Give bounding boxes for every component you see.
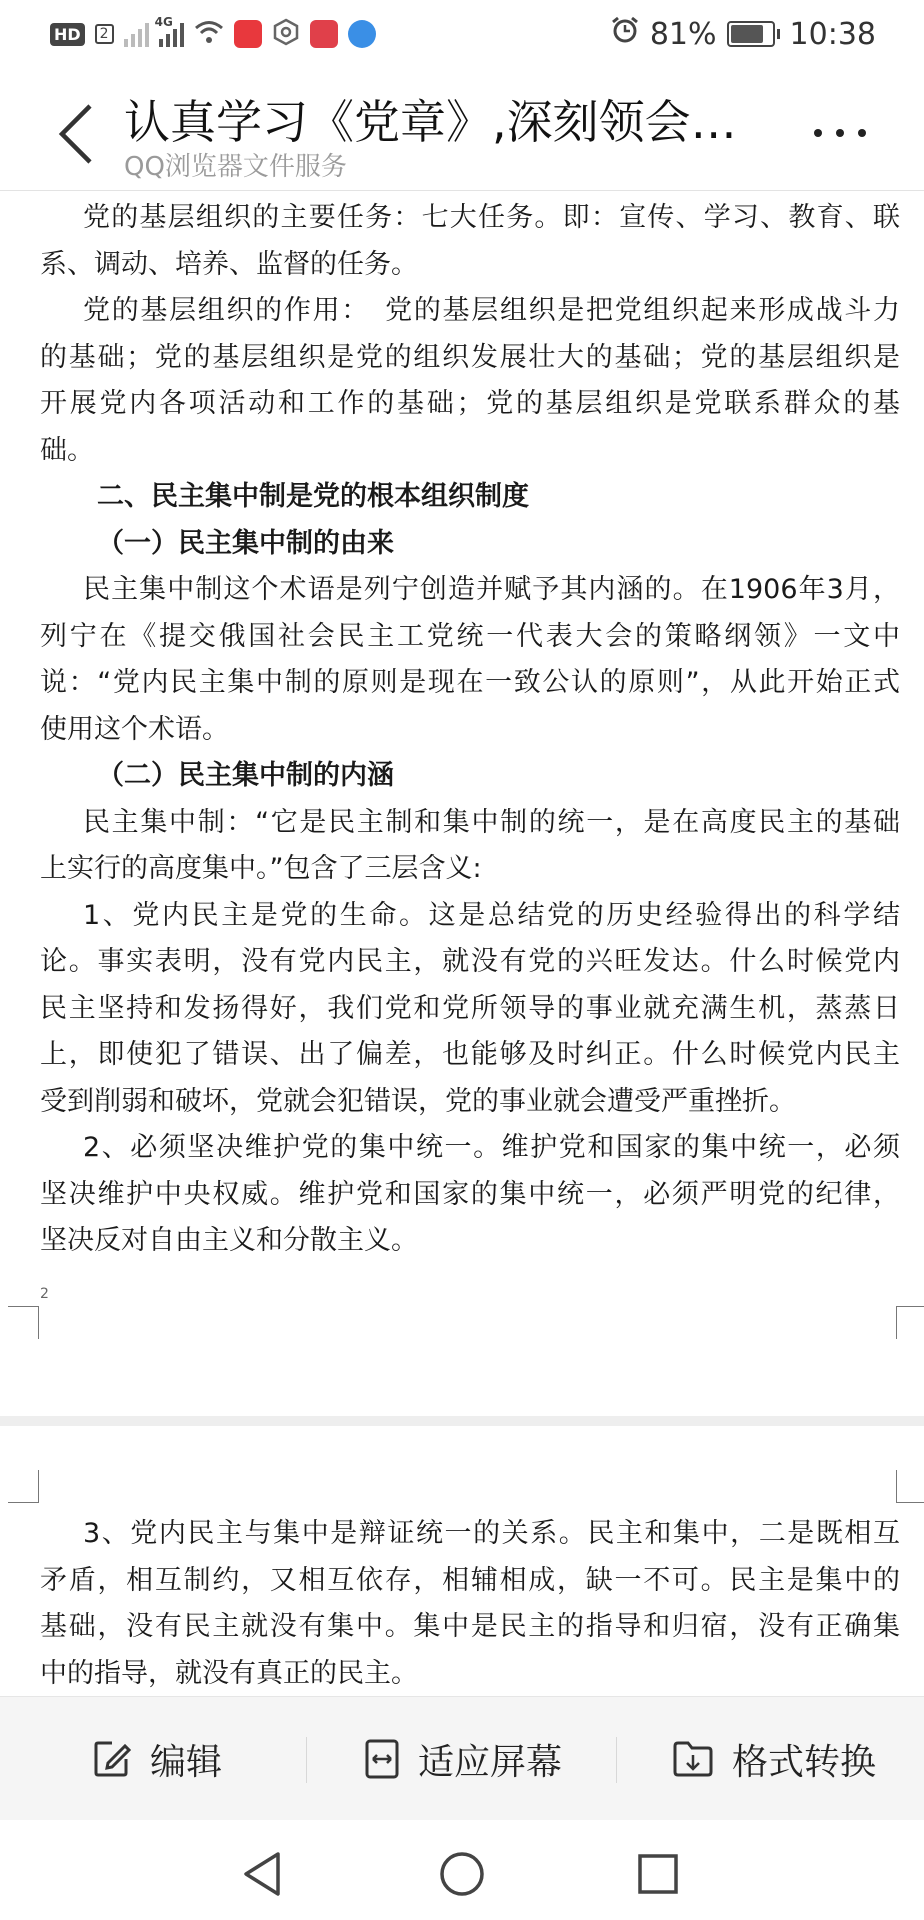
nav-recents-button[interactable] [636, 1850, 680, 1902]
crop-mark [8, 1306, 39, 1339]
paragraph-line: 使用这个术语。 [40, 713, 229, 745]
paragraph-line: 列宁在《提交俄国社会民主工党统一代表大会的策略纲领》一文中 [40, 620, 900, 652]
document-viewer[interactable] [0, 191, 924, 1696]
app-header [0, 70, 924, 191]
huawei-app-icon [234, 20, 262, 48]
paragraph-line: 础。 [40, 434, 94, 466]
paragraph-line: 民主集中制：“它是民主制和集中制的统一，是在高度民主的基础 [83, 806, 900, 838]
fit-screen-label: 适应屏幕 [418, 1741, 563, 1783]
alarm-icon [610, 15, 640, 53]
battery-percent: 81% [649, 16, 717, 52]
fit-screen-icon [364, 1738, 400, 1780]
nav-back-button[interactable] [240, 1850, 284, 1902]
format-convert-label: 格式转换 [732, 1741, 877, 1783]
section-heading: （一）民主集中制的由来 [97, 527, 394, 559]
paragraph-line: 上，即使犯了错误、出了偏差，也能够及时纠正。什么时候党内民主 [40, 1039, 900, 1070]
sim-indicator: 2 [95, 24, 114, 44]
paragraph-line: 3、党内民主与集中是辩证统一的关系。民主和集中，二是既相互 [83, 1518, 900, 1549]
home-circle-icon [438, 1850, 486, 1898]
no-signal-icon [124, 21, 149, 47]
section-heading: 二、民主集中制是党的根本组织制度 [97, 481, 529, 512]
toolbar-divider [306, 1737, 307, 1783]
paragraph-line: 党的基层组织的作用： 党的基层组织是把党组织起来形成战斗力 [83, 295, 900, 326]
system-navigation-bar [0, 1820, 924, 1920]
document-page [0, 191, 924, 1416]
hd-icon: HD [50, 23, 85, 46]
status-bar [0, 0, 924, 70]
back-button[interactable] [48, 98, 108, 168]
recents-square-icon [636, 1850, 680, 1898]
document-page [0, 1426, 924, 1696]
document-source: QQ浏览器文件服务 [124, 152, 347, 182]
nav-home-button[interactable] [438, 1850, 486, 1902]
paragraph-line: 论。事实表明，没有党内民主，就没有党的兴旺发达。什么时候党内 [40, 946, 900, 977]
page-text [40, 195, 900, 1265]
paragraph-line: 中的指导，就没有真正的民主。 [40, 1657, 418, 1689]
paragraph-line: 民主集中制这个术语是列宁创造并赋予其内涵的。在1906年3月， [83, 574, 900, 605]
paragraph-line: 说：“党内民主集中制的原则是现在一致公认的原则”，从此开始正式 [40, 667, 900, 698]
wifi-icon [194, 19, 224, 49]
page-separator [0, 1416, 924, 1426]
more-options-button[interactable] [814, 118, 884, 148]
crop-mark [896, 1470, 924, 1503]
battery-icon [727, 21, 780, 47]
folder-download-icon [672, 1740, 714, 1778]
paragraph-line: 系、调动、培养、监督的任务。 [40, 248, 418, 280]
battery-fill [731, 25, 764, 43]
page-number: 2 [40, 1286, 49, 1302]
paragraph-line: 开展党内各项活动和工作的基础；党的基层组织是党联系群众的基 [40, 388, 900, 419]
toolbar-divider [616, 1737, 617, 1783]
status-left-icons [50, 14, 376, 54]
paragraph-line: 党的基层组织的主要任务：七大任务。即：宣传、学习、教育、联 [83, 202, 900, 233]
signal-4g-icon [154, 15, 184, 47]
edit-button[interactable] [92, 1697, 222, 1821]
status-right-icons [610, 14, 876, 54]
signal-4g-label: 4G [154, 15, 173, 29]
paragraph-line: 的基础；党的基层组织是党的组织发展壮大的基础；党的基层组织是 [40, 341, 900, 373]
format-convert-button[interactable] [672, 1697, 876, 1821]
crop-mark [896, 1306, 924, 1339]
bottom-toolbar [0, 1696, 924, 1821]
paragraph-line: 2、必须坚决维护党的集中统一。维护党和国家的集中统一，必须 [83, 1132, 900, 1163]
paragraph-line: 坚决反对自由主义和分散主义。 [40, 1225, 418, 1256]
edit-icon [92, 1739, 132, 1779]
clock-time: 10:38 [789, 16, 876, 52]
back-arrow-icon [48, 98, 108, 168]
more-dot-icon [836, 129, 844, 137]
more-dot-icon [814, 129, 822, 137]
edit-label: 编辑 [150, 1741, 223, 1783]
crop-mark [8, 1470, 39, 1503]
paragraph-line: 受到削弱和破坏，党就会犯错误，党的事业就会遭受严重挫折。 [40, 1085, 796, 1117]
paragraph-line: 民主坚持和发扬得好，我们党和党所领导的事业就充满生机，蒸蒸日 [40, 992, 900, 1024]
paragraph-line: 坚决维护中央权威。维护党和国家的集中统一，必须严明党的纪律， [40, 1178, 900, 1210]
paragraph-line: 上实行的高度集中。”包含了三层含义: [40, 853, 482, 884]
page-text [40, 1511, 900, 1696]
paragraph-line: 基础，没有民主就没有集中。集中是民主的指导和归宿，没有正确集 [40, 1611, 900, 1642]
settings-app-icon [272, 18, 300, 50]
browser-app-icon [348, 20, 376, 48]
document-title: 认真学习《党章》,深刻领会… [124, 95, 737, 149]
back-triangle-icon [240, 1850, 284, 1898]
book-app-icon [310, 20, 338, 48]
more-dot-icon [858, 129, 866, 137]
section-heading: （二）民主集中制的内涵 [97, 760, 394, 791]
fit-screen-button[interactable] [364, 1697, 562, 1821]
paragraph-line: 矛盾，相互制约，又相互依存，相辅相成，缺一不可。民主是集中的 [40, 1564, 900, 1596]
paragraph-line: 1、党内民主是党的生命。这是总结党的历史经验得出的科学结 [83, 899, 900, 931]
